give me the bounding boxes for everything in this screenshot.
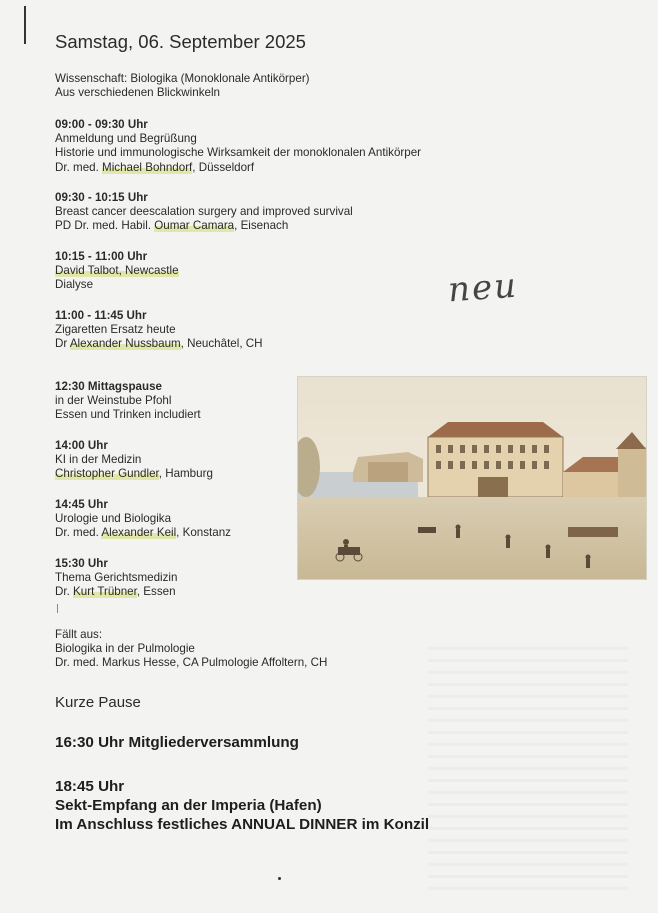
evening-line: Sekt-Empfang an der Imperia (Hafen) xyxy=(55,797,322,814)
session-line: KI in der Medizin xyxy=(55,453,142,467)
session-1100 xyxy=(55,309,263,352)
session-time: 09:00 - 09:30 Uhr xyxy=(55,118,148,131)
session-time: 14:00 Uhr xyxy=(55,439,108,452)
session-line: Thema Gerichtsmedizin xyxy=(55,571,178,585)
session-time: 14:45 Uhr xyxy=(55,498,108,511)
session-line: Zigaretten Ersatz heute xyxy=(55,323,176,337)
session-line: in der Weinstube Pfohl xyxy=(55,394,172,408)
session-0930 xyxy=(55,191,353,234)
session-line: Urologie und Biologika xyxy=(55,512,172,526)
session-0900 xyxy=(55,118,421,175)
cancelled-topic: Biologika in der Pulmologie xyxy=(55,642,195,656)
session-time: 11:00 - 11:45 Uhr xyxy=(55,309,147,322)
cancelled-label: Fällt aus: xyxy=(55,628,103,641)
session-1015 xyxy=(55,250,179,293)
session-speaker: Dr. Kurt Trübner, Essen xyxy=(55,585,176,599)
evening-time: 18:45 Uhr xyxy=(55,778,125,795)
session-time: 10:15 - 11:00 Uhr xyxy=(55,250,148,263)
session-line: Dialyse xyxy=(55,278,94,292)
session-lunch xyxy=(55,380,201,423)
show-through-shadow xyxy=(428,640,628,890)
session-time: 15:30 Uhr xyxy=(55,557,108,570)
evening-block xyxy=(55,777,429,834)
cancelled-speaker: Dr. med. Markus Hesse, CA Pulmologie Affoltern, CH xyxy=(55,656,328,670)
harbour-illustration-svg xyxy=(298,377,646,579)
session-line: Breast cancer deescalation surgery and improved survival xyxy=(55,205,353,219)
page-margin-mark xyxy=(24,6,26,44)
session-line: Anmeldung und Begrüßung xyxy=(55,132,197,146)
short-break: Kurze Pause xyxy=(55,694,141,711)
session-speaker: Christopher Gundler, Hamburg xyxy=(55,467,213,481)
session-1530 xyxy=(55,557,177,600)
handwritten-note: neu xyxy=(446,265,520,311)
intro-block xyxy=(55,72,310,100)
session-1400 xyxy=(55,439,213,482)
page-title: Samstag, 06. September 2025 xyxy=(55,31,306,52)
session-speaker: Dr Alexander Nussbaum, Neuchâtel, CH xyxy=(55,337,263,351)
session-time: 12:30 Mittagspause xyxy=(55,380,162,393)
session-line: Historie und immunologische Wirksamkeit der monoklonalen Antikörper xyxy=(55,146,422,160)
session-speaker: PD Dr. med. Habil. Oumar Camara, Eisenach xyxy=(55,219,289,233)
intro-line: Wissenschaft: Biologika (Monoklonale Antikörper) xyxy=(55,72,310,85)
pen-mark xyxy=(57,604,58,613)
session-speaker: Dr. med. Michael Bohndorf, Düsseldorf xyxy=(55,160,255,174)
cancelled-block xyxy=(55,628,327,671)
session-time: 09:30 - 10:15 Uhr xyxy=(55,191,148,204)
intro-line: Aus verschiedenen Blickwinkeln xyxy=(55,86,220,100)
session-1445 xyxy=(55,498,231,541)
evening-line: Im Anschluss festliches ANNUAL DINNER im Konzil xyxy=(55,816,430,833)
harbour-illustration xyxy=(297,376,647,580)
session-speaker: David Talbot, Newcastle xyxy=(55,264,179,278)
ink-dot xyxy=(278,877,281,880)
session-speaker: Dr. med. Alexander Keil, Konstanz xyxy=(55,526,231,540)
session-line: Essen und Trinken includiert xyxy=(55,408,201,422)
assembly-line: 16:30 Uhr Mitgliederversammlung xyxy=(55,734,299,751)
